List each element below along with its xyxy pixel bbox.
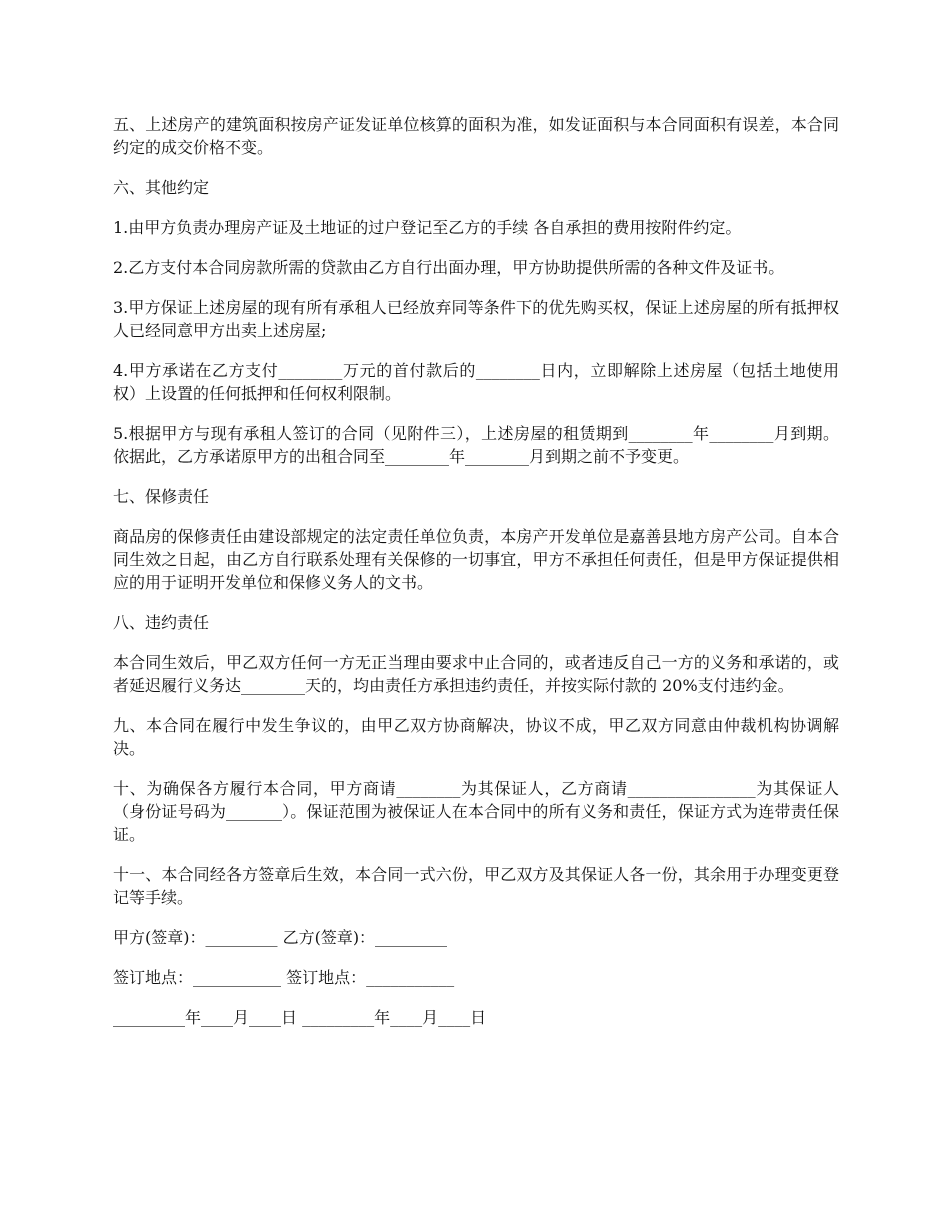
signing-place-line: 签订地点：___________ 签订地点：___________ xyxy=(113,968,455,987)
clause-6-2: 2.乙方支付本合同房款所需的贷款由乙方自行出面办理，甲方协助提供所需的各种文件及证书。 xyxy=(113,258,785,277)
clause-6-3: 3.甲方保证上述房屋的现有所有承租人已经放弃同等条件下的优先购买权，保证上述房屋的所有抵押权人已经同意甲方出卖上述房屋; xyxy=(113,298,839,340)
section-7-heading: 七、保修责任 xyxy=(113,487,210,506)
clause-8-breach: 本合同生效后，甲乙双方任何一方无正当理由要求中止合同的，或者违反自己一方的义务和承诺的，或者延迟履行义务达________天的，均由责任方承担违约责任，并按实际付款的 20%支付违约金。 xyxy=(113,653,839,695)
clause-10-guarantee: 十、为确保各方履行本合同，甲方商请________为其保证人，乙方商请________________为其保证人（身份证号码为_______）。保证范围为被保证人在本合同中的所有义务和责任，保证方式为连带责任保证。 xyxy=(113,779,839,844)
clause-6-1: 1.由甲方负责办理房产证及土地证的过户登记至乙方的手续 各自承担的费用按附件约定。 xyxy=(113,218,742,237)
clause-11-effect: 十一、本合同经各方签章后生效，本合同一式六份，甲乙双方及其保证人各一份，其余用于办理变更登记等手续。 xyxy=(113,865,839,907)
section-6-heading: 六、其他约定 xyxy=(113,178,210,197)
clause-6-4: 4.甲方承诺在乙方支付________万元的首付款后的________日内，立即解除上述房屋（包括土地使用权）上设置的任何抵押和任何权利限制。 xyxy=(113,361,839,403)
clause-5-area: 五、上述房产的建筑面积按房产证发证单位核算的面积为准，如发证面积与本合同面积有误差，本合同约定的成交价格不变。 xyxy=(113,115,839,157)
clause-9-dispute: 九、本合同在履行中发生争议的，由甲乙双方协商解决，协议不成，甲乙双方同意由仲裁机构协调解决。 xyxy=(113,716,839,758)
section-8-heading: 八、违约责任 xyxy=(113,613,210,632)
clause-7-warranty: 商品房的保修责任由建设部规定的法定责任单位负责，本房产开发单位是嘉善县地方房产公司。自本合同生效之日起，由乙方自行联系处理有关保修的一切事宜，甲方不承担任何责任，但是甲方保证提供相应的用于证明开发单位和保修义务人的文书。 xyxy=(113,527,839,592)
signing-date-line: _________年____月____日 _________年____月____日 xyxy=(113,1008,487,1027)
signature-line: 甲方(签章)：_________ 乙方(签章)：_________ xyxy=(113,928,448,947)
clause-6-5: 5.根据甲方与现有承租人签订的合同（见附件三），上述房屋的租赁期到________年________月到期。依据此，乙方承诺原甲方的出租合同至________年________月到期之前不予变更。 xyxy=(113,424,839,466)
contract-page xyxy=(113,113,839,1046)
